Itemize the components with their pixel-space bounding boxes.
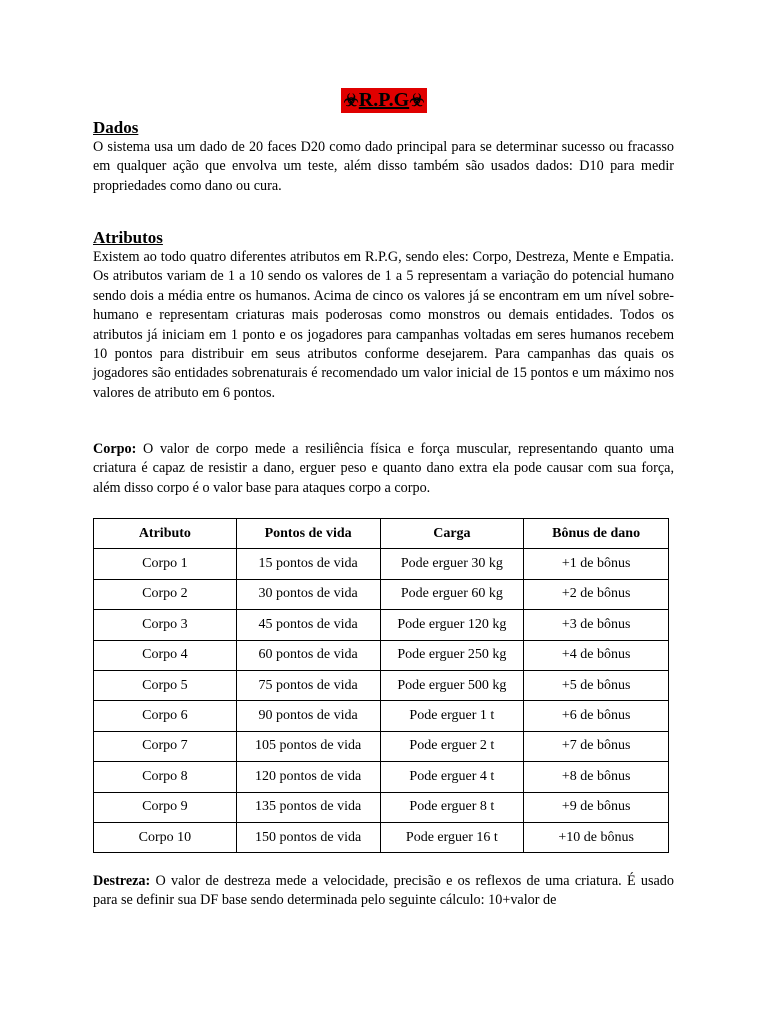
heading-dados: Dados (93, 118, 139, 137)
table-header-cell: Atributo (94, 519, 237, 549)
table-cell: +2 de bônus (524, 579, 669, 609)
table-cell: Corpo 8 (94, 762, 237, 792)
biohazard-icon-left: ☣ (343, 91, 359, 110)
table-cell: 15 pontos de vida (236, 549, 380, 579)
table-cell: +8 de bônus (524, 762, 669, 792)
table-cell: 120 pontos de vida (236, 762, 380, 792)
table-cell: Corpo 7 (94, 731, 237, 761)
table-header-cell: Carga (380, 519, 524, 549)
table-cell: 60 pontos de vida (236, 640, 380, 670)
table-row (94, 792, 669, 822)
table-row (94, 579, 669, 609)
table-cell: Pode erguer 120 kg (380, 610, 524, 640)
table-cell: Pode erguer 16 t (380, 822, 524, 852)
table-cell: Corpo 4 (94, 640, 237, 670)
table-cell: Pode erguer 500 kg (380, 670, 524, 700)
table-cell: 105 pontos de vida (236, 731, 380, 761)
table-cell: 75 pontos de vida (236, 670, 380, 700)
table-row (94, 731, 669, 761)
table-row (94, 549, 669, 579)
table-cell: Pode erguer 250 kg (380, 640, 524, 670)
text-corpo: O valor de corpo mede a resiliência física e força muscular, representando quanto uma criatura é capaz de resistir a dano, erguer peso e quanto dano extra ela pode causar com sua força, além disso corpo é o valor base para ataques corpo a corpo. (93, 441, 674, 496)
table-cell: 135 pontos de vida (236, 792, 380, 822)
paragraph-destreza (93, 872, 674, 911)
table-cell: Corpo 2 (94, 579, 237, 609)
table-cell: +4 de bônus (524, 640, 669, 670)
table-header-row (94, 519, 669, 549)
title-container (0, 88, 768, 113)
table-row (94, 670, 669, 700)
section-dados (93, 118, 674, 196)
table-cell: 90 pontos de vida (236, 701, 380, 731)
table-cell: Pode erguer 60 kg (380, 579, 524, 609)
table-row (94, 822, 669, 852)
table-row (94, 762, 669, 792)
table-header-cell: Pontos de vida (236, 519, 380, 549)
label-destreza: Destreza: (93, 873, 151, 889)
table-cell: Pode erguer 2 t (380, 731, 524, 761)
table-cell: Corpo 10 (94, 822, 237, 852)
table-cell: +6 de bônus (524, 701, 669, 731)
table-cell: Pode erguer 1 t (380, 701, 524, 731)
table-cell: Pode erguer 4 t (380, 762, 524, 792)
label-corpo: Corpo: (93, 441, 137, 457)
biohazard-icon-right: ☣ (409, 91, 425, 110)
table-row (94, 701, 669, 731)
text-destreza: O valor de destreza mede a velocidade, precisão e os reflexos de uma criatura. É usado para se definir sua DF base sendo determinada pelo seguinte cálculo: 10+valor de (93, 873, 674, 909)
document-title (341, 88, 428, 113)
section-destreza (93, 872, 674, 911)
table-cell: +1 de bônus (524, 549, 669, 579)
table-cell: +9 de bônus (524, 792, 669, 822)
paragraph-corpo (93, 440, 674, 498)
table-cell: 30 pontos de vida (236, 579, 380, 609)
table-header-cell: Bônus de dano (524, 519, 669, 549)
table-cell: Corpo 9 (94, 792, 237, 822)
table-cell: 150 pontos de vida (236, 822, 380, 852)
section-corpo (93, 440, 674, 498)
table-cell: +10 de bônus (524, 822, 669, 852)
table-cell: +7 de bônus (524, 731, 669, 761)
table-cell: +3 de bônus (524, 610, 669, 640)
table-cell: +5 de bônus (524, 670, 669, 700)
paragraph-dados: O sistema usa um dado de 20 faces D20 como dado principal para se determinar sucesso ou fracasso em qualquer ação que envolva um teste, além disso também são usados dados: D10 para medir propriedades como dano ou cura. (93, 139, 674, 194)
table-cell: Corpo 6 (94, 701, 237, 731)
paragraph-atributos: Existem ao todo quatro diferentes atributos em R.P.G, sendo eles: Corpo, Destreza, Mente e Empatia. Os atributos variam de 1 a 10 sendo os valores de 1 a 5 representam a variação do potencial humano sendo dois a média entre os humanos. Acima de cinco os valores já se encontram em um nível sobre-humano e representam criaturas mais poderosas como monstros ou demais entidades. Todos os atributos já iniciam em 1 ponto e os jogadores para campanhas voltadas em seres humanos recebem 10 pontos para distribuir em seus atributos conforme desejarem. Para campanhas das quais os jogadores são entidades sobrenaturais é recomendado um valor inicial de 15 pontos e um máximo nos valores de atributo em 6 pontos. (93, 249, 674, 401)
table-cell: Pode erguer 8 t (380, 792, 524, 822)
table-cell: Pode erguer 30 kg (380, 549, 524, 579)
table-cell: Corpo 1 (94, 549, 237, 579)
table-cell: 45 pontos de vida (236, 610, 380, 640)
table-cell: Corpo 3 (94, 610, 237, 640)
table-cell: Corpo 5 (94, 670, 237, 700)
table-row (94, 640, 669, 670)
title-text: R.P.G (358, 89, 410, 111)
section-atributos (93, 228, 674, 403)
heading-atributos: Atributos (93, 228, 163, 247)
corpo-table (93, 518, 669, 853)
table-row (94, 610, 669, 640)
